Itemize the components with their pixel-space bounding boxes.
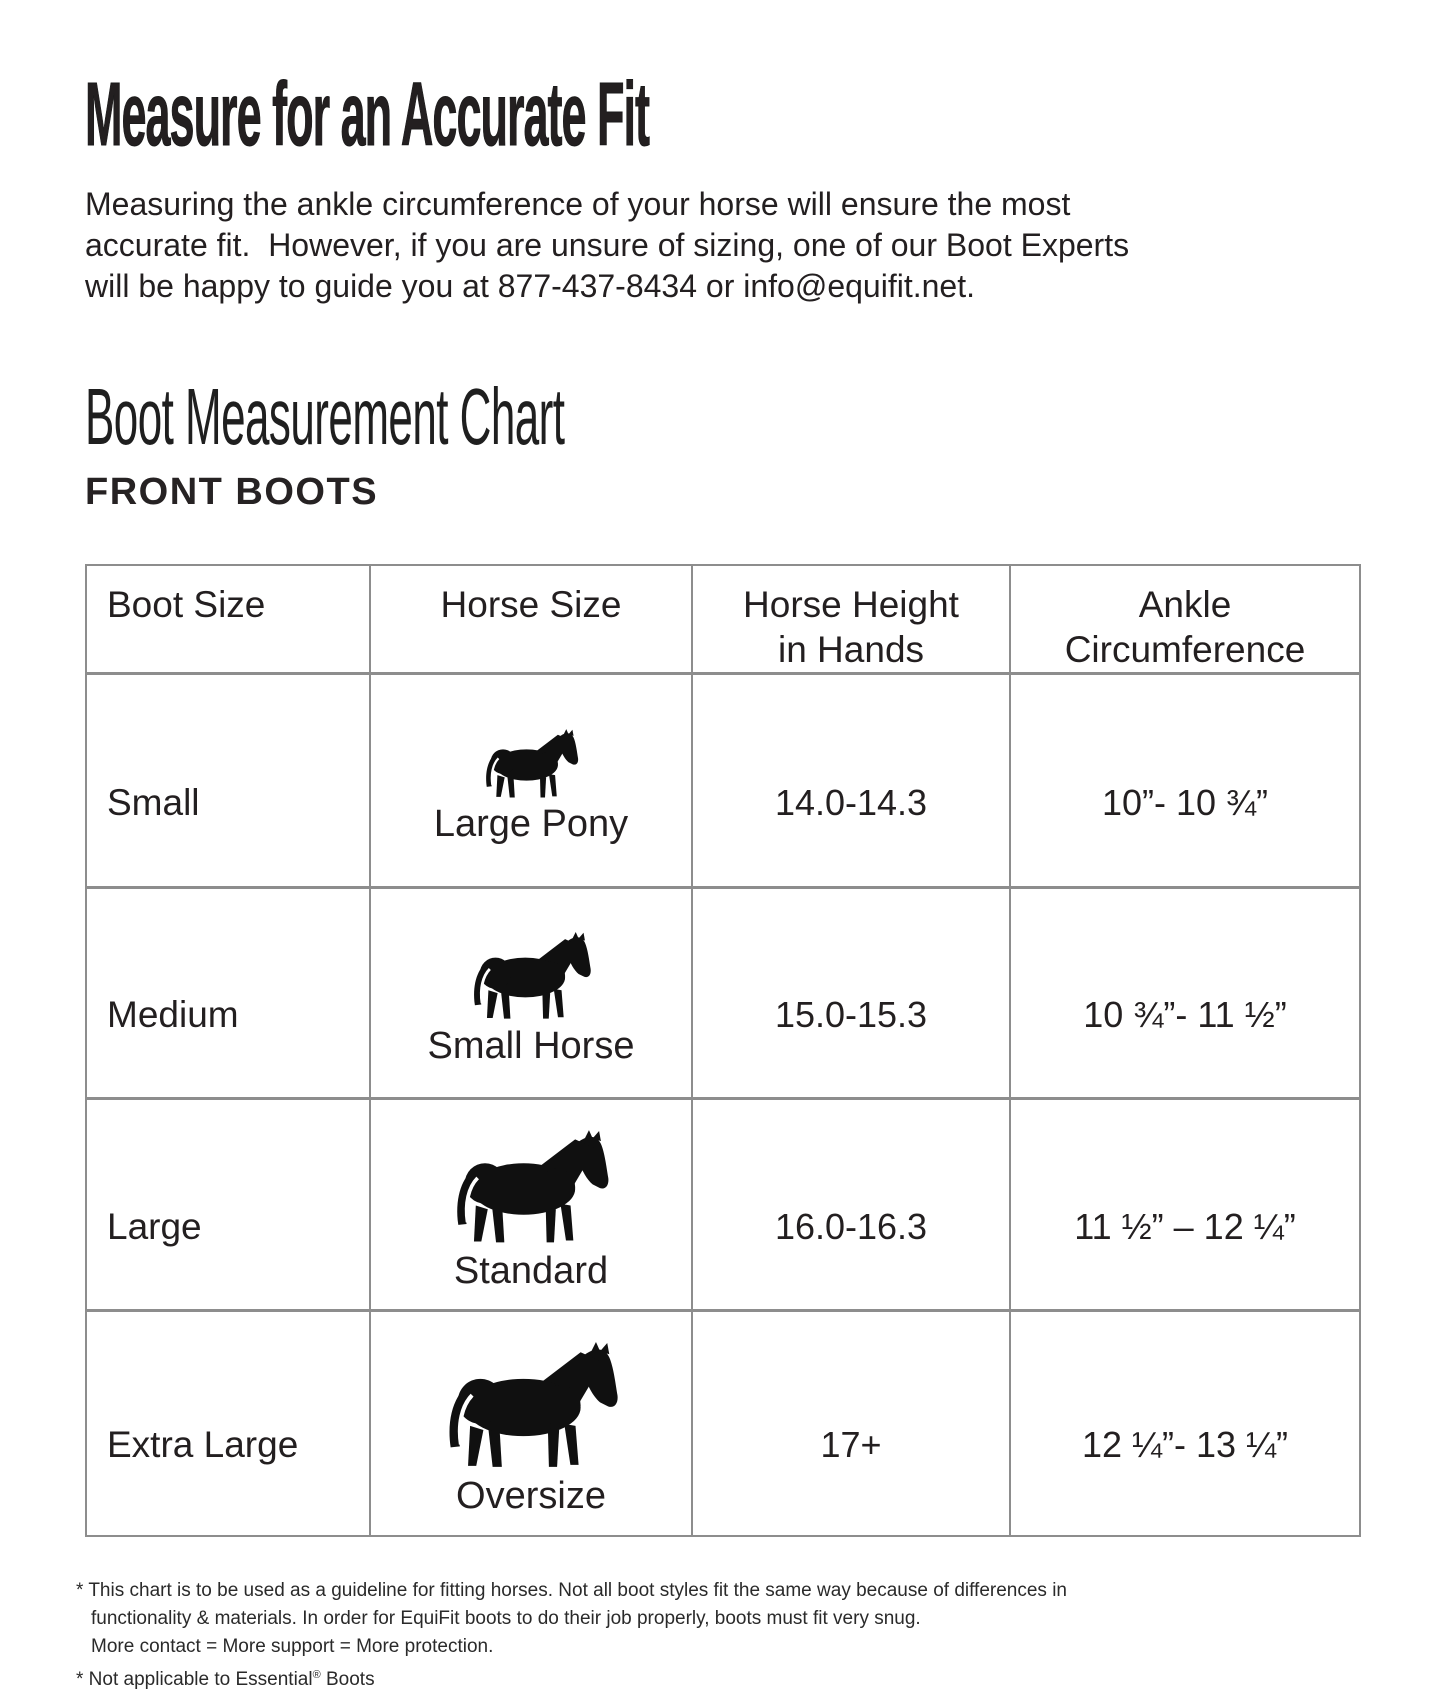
header-line: Boot Size xyxy=(107,584,266,625)
footnote-line-4-text-end: Boots xyxy=(320,1668,375,1690)
footnote-line-4 xyxy=(76,1661,1385,1694)
boot-size-cell: Extra Large xyxy=(86,1311,370,1536)
intro-line-1: Measuring the ankle circumference of your horse will ensure the most xyxy=(85,186,1071,222)
table-header-row xyxy=(86,565,1360,674)
ankle-circumference-cell: 10 ¾”- 11 ½” xyxy=(1010,888,1360,1099)
header-line: Circumference xyxy=(1064,629,1306,670)
boot-size-cell: Large xyxy=(86,1099,370,1311)
horse-height-cell: 17+ xyxy=(692,1311,1010,1536)
horse-size-cell xyxy=(370,1099,692,1311)
header-line: Ankle xyxy=(1138,584,1232,625)
horse-figure xyxy=(434,729,628,846)
horse-size-label: Small Horse xyxy=(427,1025,635,1067)
horse-figure xyxy=(439,1130,623,1293)
header-line: in Hands xyxy=(777,629,925,670)
col-header-ankle-circumference xyxy=(1010,565,1360,674)
boot-size-cell: Small xyxy=(86,674,370,888)
horse-height-cell: 16.0-16.3 xyxy=(692,1099,1010,1311)
front-boots-subheading: FRONT BOOTS xyxy=(85,471,379,513)
table-row xyxy=(86,1311,1360,1536)
horse-icon xyxy=(429,1342,634,1473)
page-title xyxy=(85,65,1385,165)
ankle-circumference-cell: 10”- 10 ¾” xyxy=(1010,674,1360,888)
col-header-boot-size xyxy=(86,565,370,674)
boot-measurement-table xyxy=(85,564,1361,1537)
ankle-circumference-cell: 12 ¼”- 13 ¼” xyxy=(1010,1311,1360,1536)
intro-line-3: will be happy to guide you at 877-437-8434 or info@equifit.net. xyxy=(85,268,975,304)
horse-figure xyxy=(429,1342,634,1518)
horse-icon xyxy=(439,1130,623,1248)
footnote-line-2: functionality & materials. In order for EquiFit boots to do their job properly, boots must fit very snug. xyxy=(91,1607,921,1629)
horse-icon xyxy=(460,932,602,1023)
intro-paragraph xyxy=(85,184,1385,307)
chart-heading xyxy=(85,372,1385,461)
page-title-text: Measure for an Accurate Fit xyxy=(85,65,649,165)
col-header-horse-height xyxy=(692,565,1010,674)
horse-height-cell: 15.0-15.3 xyxy=(692,888,1010,1099)
footnotes xyxy=(76,1577,1385,1694)
horse-size-cell xyxy=(370,674,692,888)
header-line: Horse Size xyxy=(440,584,622,625)
horse-icon xyxy=(475,729,587,801)
horse-size-cell xyxy=(370,1311,692,1536)
horse-size-label: Large Pony xyxy=(433,803,629,845)
table-row xyxy=(86,1099,1360,1311)
col-header-horse-size xyxy=(370,565,692,674)
intro-line-2: accurate fit. However, if you are unsure of sizing, one of our Boot Experts xyxy=(85,227,1130,263)
horse-size-cell xyxy=(370,888,692,1099)
chart-heading-text: Boot Measurement Chart xyxy=(85,372,565,461)
horse-height-cell: 14.0-14.3 xyxy=(692,674,1010,888)
boot-size-cell: Medium xyxy=(86,888,370,1099)
header-line: Horse Height xyxy=(743,584,959,625)
horse-figure xyxy=(428,932,635,1068)
horse-size-label: Standard xyxy=(453,1250,609,1292)
ankle-circumference-cell: 11 ½” – 12 ¼” xyxy=(1010,1099,1360,1311)
table-row xyxy=(86,674,1360,888)
footnote-line-1: * This chart is to be used as a guideline for fitting horses. Not all boot styles fit the same way because of differences in xyxy=(76,1579,1067,1601)
horse-size-label: Oversize xyxy=(456,1475,606,1518)
footnote-line-4-text: * Not applicable to Essential xyxy=(76,1668,313,1690)
footnote-line-3: More contact = More support = More protection. xyxy=(91,1635,494,1657)
registered-trademark-symbol: ® xyxy=(312,1668,321,1681)
table-row xyxy=(86,888,1360,1099)
